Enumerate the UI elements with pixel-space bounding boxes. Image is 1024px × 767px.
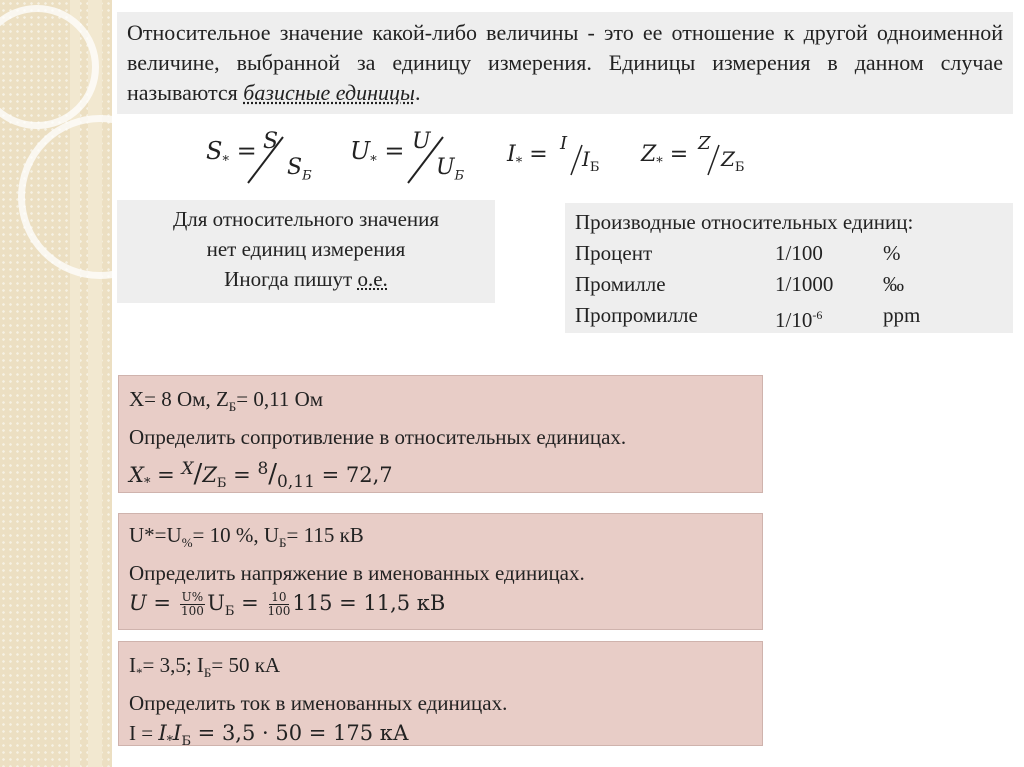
ex1-result: = 72,7 — [321, 463, 393, 488]
i-numerator: I — [560, 133, 568, 154]
example2-given — [129, 520, 752, 558]
example2-task: Определить напряжение в именованных единицах. — [129, 561, 585, 586]
i-den: I — [582, 147, 590, 171]
note-line-3-text: Иногда пишут — [224, 267, 358, 291]
ex3-i3: I — [173, 721, 182, 746]
formula-u — [350, 137, 404, 169]
z-den: Z — [721, 147, 735, 171]
example3-solution — [129, 718, 752, 757]
ex3-given-mid: = 3,5; I — [142, 653, 204, 677]
z-denominator — [721, 147, 744, 175]
relative-value-formulas — [200, 125, 800, 200]
ex1-star: * — [143, 476, 151, 492]
ex2-given-text: U*=U — [129, 523, 182, 547]
i-den-sub: Б — [589, 160, 600, 175]
derived-row-percent — [575, 238, 1013, 269]
note-line-1: Для относительного значения — [172, 207, 440, 231]
slash-i — [571, 145, 582, 175]
u-den-sub: Б — [454, 168, 465, 184]
example-voltage — [118, 513, 763, 630]
note-abbr: о.е. — [357, 267, 388, 291]
decorative-ring — [18, 115, 112, 279]
ex1-den1: Z — [202, 463, 217, 488]
derived-units-title: Производные относительных единиц: — [575, 210, 914, 234]
u-lhs: U — [350, 137, 371, 165]
s-star: * — [222, 153, 229, 169]
u-denominator — [436, 155, 464, 183]
ex1-slash1: / — [193, 459, 203, 490]
ex3-given-sub2: Б — [203, 665, 212, 681]
z-eq: = — [669, 142, 689, 167]
ex3-math — [158, 721, 409, 750]
ex3-given-sub: * — [136, 665, 143, 681]
example2-solution — [129, 588, 752, 627]
ex2-f1-num: U% — [181, 590, 204, 605]
decorative-ring — [0, 5, 99, 129]
derived-name: Промилле — [575, 272, 666, 296]
z-numerator: Z — [698, 133, 711, 154]
z-lhs: Z — [641, 142, 657, 167]
example1-task: Определить сопротивление в относительных единицах. — [129, 425, 627, 450]
derived-symbol: % — [883, 241, 901, 265]
note-line-2: нет единиц измерения — [206, 237, 406, 261]
derived-value-exp: -6 — [812, 308, 823, 322]
z-star: * — [656, 155, 663, 171]
ex1-x: X — [129, 463, 144, 488]
derived-units-box — [565, 203, 1013, 333]
ex2-fraction1 — [180, 591, 206, 618]
ex2-given-sub2: Б — [279, 535, 287, 551]
i-denominator — [582, 147, 599, 175]
ex2-f2-num: 10 — [271, 590, 287, 605]
example3-given — [129, 650, 752, 688]
ex2-fraction2 — [267, 591, 290, 618]
ex2-given-end: = 115 кВ — [286, 523, 364, 547]
i-eq: = — [529, 142, 548, 167]
s-denominator — [287, 155, 312, 183]
ex1-den1-sub: Б — [216, 476, 227, 492]
ex3-i2: I — [158, 721, 167, 746]
definition-end: . — [414, 80, 421, 105]
example-resistance — [118, 375, 763, 493]
formula-z — [641, 142, 688, 170]
ex3-given-text: I — [129, 653, 136, 677]
i-star: * — [515, 155, 523, 171]
z-den-sub: Б — [734, 160, 745, 175]
decorative-sidebar — [0, 0, 112, 767]
basis-units-term: базисные единицы — [243, 80, 415, 105]
definition-paragraph — [117, 12, 1013, 114]
derived-value-base: 1/10 — [775, 308, 813, 332]
u-eq: = — [384, 137, 405, 165]
example3-task: Определить ток в именованных единицах. — [129, 691, 508, 716]
ex2-given-sub: % — [181, 535, 193, 551]
s-den: S — [287, 155, 303, 180]
ex1-num1: X — [181, 459, 194, 480]
derived-symbol: ppm — [883, 303, 921, 327]
derived-name: Пропромилле — [575, 303, 698, 327]
example-current — [118, 641, 763, 750]
ex2-result: 115 = 11,5 кВ — [292, 591, 446, 616]
definition-text: Относительное значение какой-либо величины - это ее отношение к другой одноименной величине, выбранной за единицу измерения. Единицы измерения в данном случае называются — [127, 20, 1003, 105]
s-eq: = — [236, 137, 257, 165]
derived-row-ppm — [575, 300, 1013, 336]
ex3-i3-sub: Б — [181, 734, 191, 750]
derived-row-permille — [575, 269, 1013, 300]
ex1-given-sub: Б — [228, 399, 237, 415]
ex3-given-end: = 50 кА — [211, 653, 281, 677]
derived-name: Процент — [575, 241, 653, 265]
ex3-i2-sub: * — [166, 734, 174, 750]
example1-solution — [129, 454, 752, 499]
no-units-note — [117, 200, 495, 303]
ex1-eq2: = — [233, 463, 251, 488]
formula-s — [206, 137, 257, 169]
ex2-f2-den: 100 — [267, 604, 291, 619]
s-numerator: S — [263, 129, 279, 154]
ex1-eq: = — [157, 463, 175, 488]
u-numerator: U — [412, 129, 431, 154]
u-star: * — [370, 153, 377, 169]
ex1-den2: 0,11 — [277, 472, 315, 493]
formula-i — [507, 142, 548, 170]
u-den: U — [436, 155, 455, 180]
ex1-num2: 8 — [257, 459, 269, 480]
ex2-ub: U — [207, 591, 225, 616]
example1-given — [129, 384, 752, 422]
ex3-i: I = — [129, 721, 159, 746]
ex1-slash2: / — [268, 459, 278, 490]
ex1-given-text: X= 8 Ом, Z — [129, 387, 229, 411]
ex2-u: U = — [129, 591, 171, 616]
derived-value — [775, 300, 883, 336]
derived-value: 1/1000 — [775, 272, 834, 296]
derived-symbol: ‰ — [883, 272, 904, 296]
s-den-sub: Б — [302, 168, 312, 184]
i-lhs: I — [507, 142, 516, 167]
ex2-given-mid: = 10 %, U — [192, 523, 280, 547]
ex2-f1-den: 100 — [180, 604, 204, 619]
ex1-given-end: = 0,11 Ом — [236, 387, 324, 411]
ex3-result: = 3,5 · 50 = 175 кА — [191, 721, 409, 746]
ex2-ub-sub: Б — [224, 604, 235, 620]
s-lhs: S — [206, 137, 223, 165]
ex2-eq: = — [241, 591, 259, 616]
note-line-3 — [117, 264, 495, 294]
derived-value: 1/100 — [775, 241, 823, 265]
